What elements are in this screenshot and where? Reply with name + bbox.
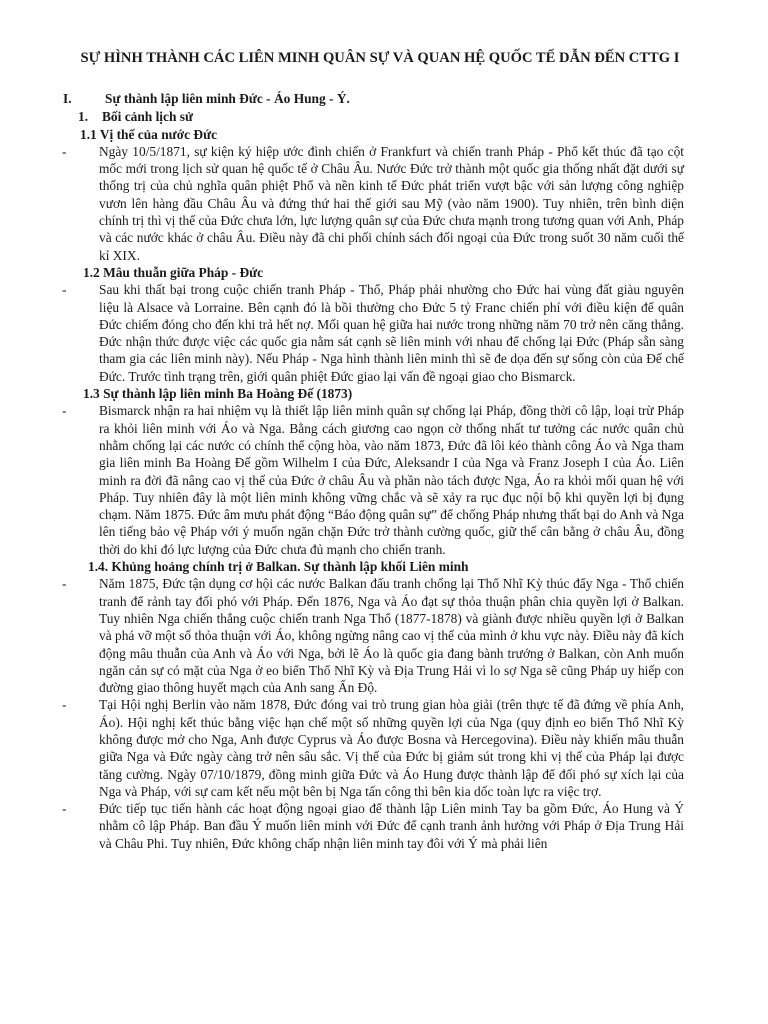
paragraph-1-2: [60, 281, 684, 385]
paragraph-text: Ngày 10/5/1871, sự kiện ký hiệp ước đình chiến ở Frankfurt và chiến tranh Pháp - Phổ kết thúc đã tạo cột mốc mới trong lịch sử quan hệ quốc tế ở Châu Âu. Nước Đức trở thành một quốc gia thống nhất đặt dưới sự thống trị của chủ nghĩa quân phiệt Phổ và nền kinh tế Đức phát triển vượt bậc với sản lượng công nghiệp vươn lên hàng đầu Châu Âu và đứng thứ hai thế giới sau Mỹ (vào năm 1900). Tuy nhiên, trên bình diện chính trị thì vị thế của Đức chưa lớn, lực lượng quân sự của Đức chưa mạnh trong tương quan với Anh, Pháp và các nước khác ở châu Âu. Điều này đã chi phối chính sách đối ngoại của Đức trong suốt 30 năm cuối thế kỉ XIX.: [99, 143, 684, 263]
paragraph-text: Tại Hội nghị Berlin vào năm 1878, Đức đóng vai trò trung gian hòa giải (trên thực tế đã đứng về phía Anh, Áo). Hội nghị kết thúc bằng việc hạn chế một số những quyền lợi của Nga (quy định eo biển Thổ Nhĩ Kỳ không được mở cho Nga, Anh được Cyprus và Áo được Bosna và Hercegovina). Điều này khiến mâu thuẫn giữa Nga và Đức ngày càng trở nên sâu sắc. Vị thế của Đức bị giảm sút trong khi vị thế của Pháp lại được tăng cường. Ngày 07/10/1879, đồng minh giữa Đức và Áo Hung được thành lập để đối phó sự xích lại của Nga và Pháp, với sự cam kết nếu một bên bị Nga tấn công thì bên kia dốc toàn lực ra việc trợ.: [99, 697, 684, 799]
bullet-dash: -: [62, 801, 67, 817]
section-number: I.: [63, 91, 72, 106]
paragraph-1-3: [60, 402, 684, 558]
heading-1-1: 1.1 Vị thế của nước Đức: [80, 126, 218, 142]
paragraph-1-4c: [60, 800, 684, 852]
subsection-heading-text: Bối cảnh lịch sử: [102, 109, 194, 125]
paragraph-1-4b: [60, 696, 684, 800]
section-heading-i: [60, 90, 684, 107]
heading-1-2: 1.2 Mâu thuẫn giữa Pháp - Đức: [83, 264, 264, 280]
paragraph-1-4a: [60, 575, 684, 696]
subsection-number: 1.: [78, 109, 89, 125]
heading-1-4: 1.4. Khủng hoảng chính trị ở Balkan. Sự thành lập khối Liên minh: [88, 559, 469, 575]
section-heading-text: Sự thành lập liên minh Đức - Áo Hung - Ý.: [105, 91, 350, 106]
subsection-heading-1: [78, 108, 684, 125]
paragraph-text: Sau khi thất bại trong cuộc chiến tranh Pháp - Thổ, Pháp phải nhường cho Đức hai vùng đất giàu nguyên liệu là Alsace và Lorraine. Bên cạnh đó là bồi thường cho Đức 5 tỷ Franc chiến phí với điều kiện để quân Đức chiếm đóng cho đến khi trả hết nợ. Mối quan hệ giữa hai nước trong những năm 70 trở nên căng thẳng. Đức nhận thức được việc các quốc gia nằm sát cạnh sẽ liên minh với nhau để chống lại Đức (Pháp sẵn sàng tham gia các liên minh này). Nếu Pháp - Nga hình thành liên minh thì sẽ đe dọa đến sự sống còn của Đế chế Đức. Trước tình trạng trên, giới quân phiệt Đức giao lại vấn đề ngoại giao cho Bismarck.: [99, 282, 684, 384]
paragraph-text: Đức tiếp tục tiến hành các hoạt động ngoại giao để thành lập Liên minh Tay ba gồm Đức, Áo Hung và Ý nhằm cô lập Pháp. Ban đầu Ý muốn liên minh với Đức để cạnh tranh ảnh hưởng với Pháp ở Địa Trung Hải và Châu Phi. Tuy nhiên, Đức không chấp nhận liên minh tay đôi với Ý mà phải liên: [99, 801, 684, 851]
paragraph-1-1: [60, 143, 684, 264]
bullet-dash: -: [62, 576, 67, 592]
bullet-dash: -: [62, 282, 67, 298]
bullet-dash: -: [62, 697, 67, 713]
bullet-dash: -: [62, 403, 67, 419]
bullet-dash: -: [62, 143, 67, 159]
document-title: SỰ HÌNH THÀNH CÁC LIÊN MINH QUÂN SỰ VÀ QUAN HỆ QUỐC TẾ DẪN ĐẾN CTTG I: [80, 50, 680, 66]
paragraph-text: Bismarck nhận ra hai nhiệm vụ là thiết lập liên minh quân sự chống lại Pháp, đồng thời cô lập, loại trừ Pháp ra khỏi liên minh với Áo và Nga. Bằng cách giương cao ngọn cờ thống nhất tư tưởng các nước quân chủ nhằm chống lại các nước có chính thể cộng hòa, vào năm 1873, Đức đã lôi kéo thành công Áo và Nga tham gia liên minh Ba Hoàng Đế gồm Wilhelm I của Đức, Aleksandr I của Nga và Franz Joseph I của Áo. Liên minh ra đời đã nâng cao vị thế của Đức ở châu Âu và phần nào tách được Nga, Áo ra khỏi mối quan hệ với Pháp. Tuy nhiên đây là một liên minh không vững chắc và sẽ xảy ra rục đục nội bộ khi quyền lợi bị đụng chạm. Năm 1875. Đức âm mưu phát động “Báo động quân sự” để chống Pháp nhưng thất bại do Anh và Nga lên tiếng bảo vệ Pháp với ý muốn ngăn chặn Đức trở thành cường quốc, giữ thế cân bằng ở châu Âu, đồng thời do khi đó lực lượng của Đức chưa đủ mạnh cho chiến tranh.: [99, 403, 684, 557]
heading-1-3: 1.3 Sự thành lập liên minh Ba Hoàng Đế (1873): [83, 386, 353, 402]
paragraph-text: Năm 1875, Đức tận dụng cơ hội các nước Balkan đấu tranh chống lại Thổ Nhĩ Kỳ thúc đẩy Nga - Thổ chiến tranh để rảnh tay đối phó với Pháp. Đến 1876, Nga và Áo đạt sự thỏa thuận phân chia quyền lợi ở Balkan. Tuy nhiên Nga chiến thắng cuộc chiến tranh Nga Thổ (1877-1878) và giành được nhiều quyền lợi ở Balkan và phá vỡ một số thỏa thuận với Áo, không ngừng nâng cao vị thế của mình ở khu vực này. Điều này đã kích động mâu thuẫn của Anh và Áo với Nga, bởi lẽ Áo là quốc gia đang bành trướng ở Balkan, còn Anh muốn ngăn cản sự có mặt của Nga ở eo biển Thổ Nhĩ Kỳ và Địa Trung Hải vì lo sợ Nga sẽ cũng Pháp uy hiếp con đường giao thông huyết mạch của Anh sang Ấn Độ.: [99, 576, 684, 696]
